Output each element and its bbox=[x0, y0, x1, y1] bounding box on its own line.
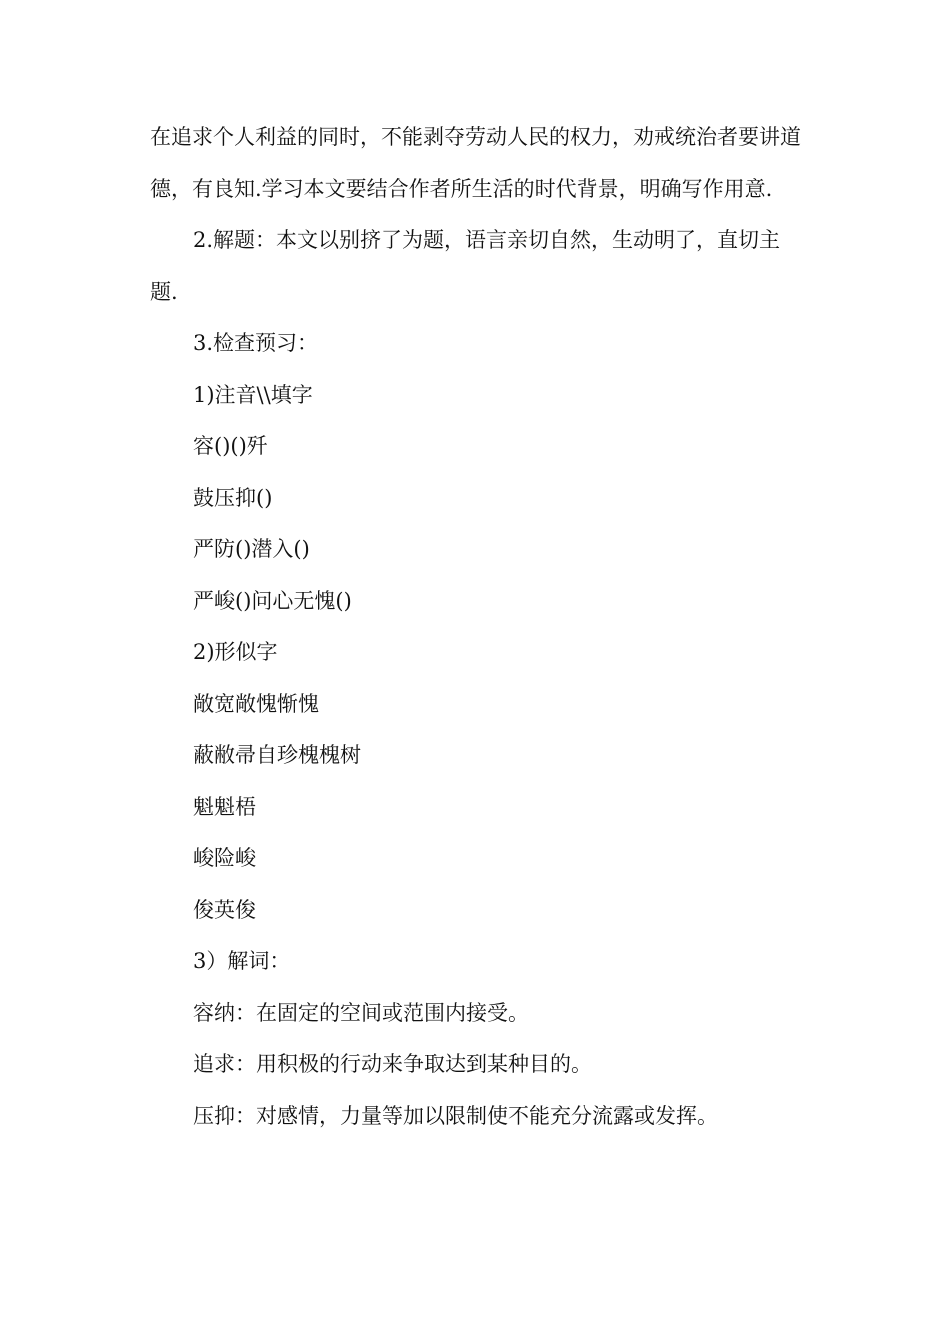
subsection-pinyin-heading: 1)注音\\填字 bbox=[193, 382, 313, 407]
paragraph-title-explanation: 2.解题：本文以别挤了为题，语言亲切自然，生动明了，直切主题. bbox=[150, 228, 781, 304]
pinyin-item: 严峻()问心无愧() bbox=[193, 588, 352, 613]
pinyin-item: 严防()潜入() bbox=[193, 537, 310, 561]
similar-chars-item: 魁魁梧 bbox=[193, 794, 256, 819]
pinyin-item: 鼓压抑() bbox=[193, 485, 273, 510]
section-preview-check-heading: 3.检查预习： bbox=[193, 331, 319, 355]
subsection-vocabulary-heading: 3）解词： bbox=[193, 949, 291, 973]
paragraph-intro-continuation: 在追求个人利益的同时，不能剥夺劳动人民的权力，劝戒统治者要讲道德，有良知.学习本文要结合作者所生活的时代背景，明确写作用意. bbox=[150, 125, 801, 201]
vocabulary-item: 压抑：对感情，力量等加以限制使不能充分流露或发挥。 bbox=[193, 1103, 718, 1128]
vocabulary-item: 追求：用积极的行动来争取达到某种目的。 bbox=[193, 1052, 592, 1076]
similar-chars-item: 俊英俊 bbox=[193, 897, 256, 922]
similar-chars-item: 峻险峻 bbox=[193, 846, 256, 870]
pinyin-item: 容()()歼 bbox=[193, 434, 268, 458]
vocabulary-item: 容纳：在固定的空间或范围内接受。 bbox=[193, 1000, 529, 1025]
subsection-similar-chars-heading: 2)形似字 bbox=[193, 640, 278, 664]
similar-chars-item: 蔽敝帚自珍槐槐树 bbox=[193, 743, 361, 767]
document-body bbox=[150, 112, 805, 1142]
similar-chars-item: 敞宽敞愧惭愧 bbox=[193, 691, 319, 716]
